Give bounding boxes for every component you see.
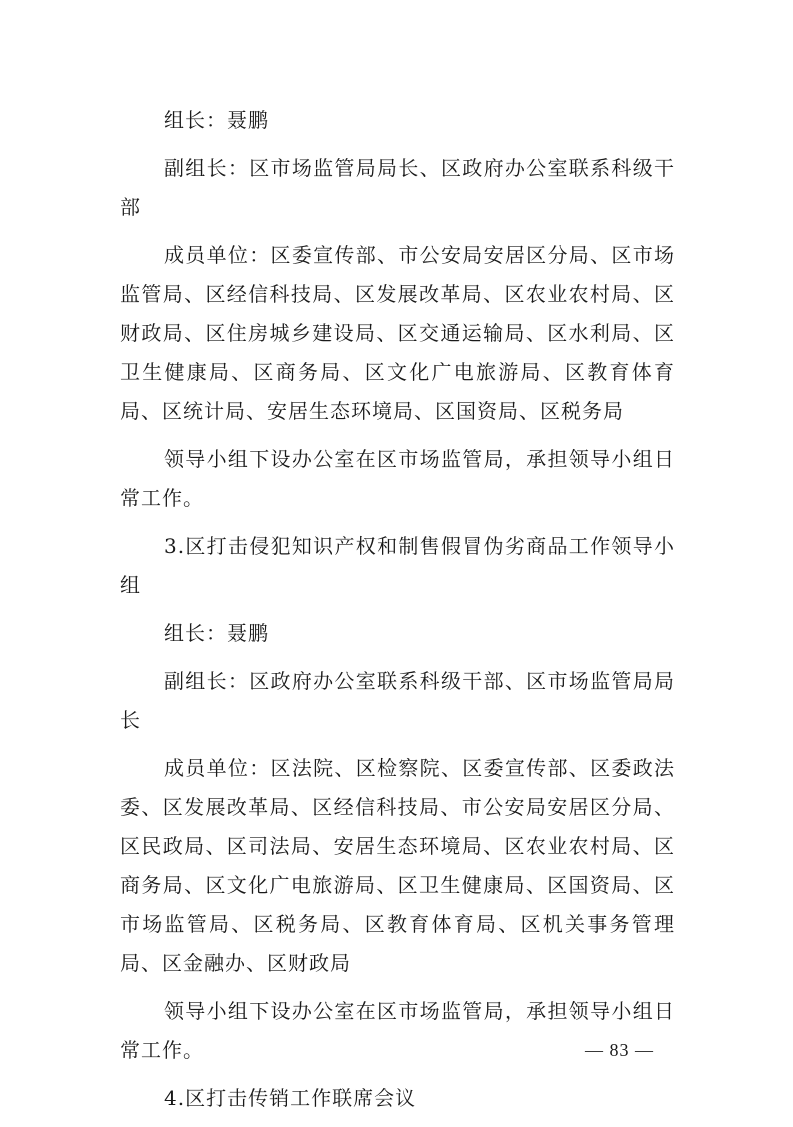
body-text xyxy=(120,101,675,1127)
section-3-heading: 3.区打击侵犯知识产权和制售假冒伪劣商品工作领导小组 xyxy=(120,534,675,597)
team-1-leader: 组长：聂鹏 xyxy=(164,108,269,132)
team-3-leader: 组长：聂鹏 xyxy=(164,621,269,645)
team-1-member-units: 成员单位：区委宣传部、市公安局安居区分局、区市场监管局、区经信科技局、区发展改革局、区农业农村局、区财政局、区住房城乡建设局、区交通运输局、区水利局、区卫生健康局、区商务局、区文化广电旅游局、区教育体育局、区统计局、安居生态环境局、区国资局、区税务局 xyxy=(120,243,675,423)
team-3-office-note: 领导小组下设办公室在区市场监管局，承担领导小组日常工作。 xyxy=(120,999,675,1062)
section-4-heading: 4.区打击传销工作联席会议 xyxy=(164,1086,417,1110)
team-1-office-note: 领导小组下设办公室在区市场监管局，承担领导小组日常工作。 xyxy=(120,447,675,510)
team-3-member-units: 成员单位：区法院、区检察院、区委宣传部、区委政法委、区发展改革局、区经信科技局、市公安局安居区分局、区民政局、区司法局、安居生态环境局、区农业农村局、区商务局、区文化广电旅游局、区卫生健康局、区国资局、区市场监管局、区税务局、区教育体育局、区机关事务管理局、区金融办、区财政局 xyxy=(120,756,675,975)
team-3-deputy-leader: 副组长：区政府办公室联系科级干部、区市场监管局局长 xyxy=(120,669,675,732)
team-1-deputy-leader: 副组长：区市场监管局局长、区政府办公室联系科级干部 xyxy=(120,156,675,219)
page-number: — 83 — xyxy=(585,1040,654,1060)
